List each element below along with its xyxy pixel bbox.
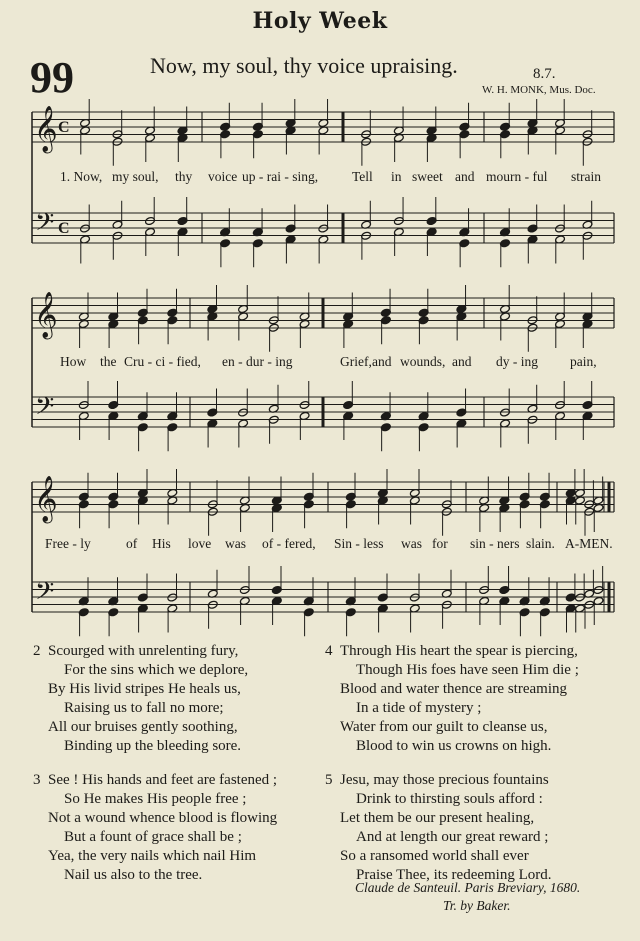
- lyric-syllable: pain,: [570, 354, 597, 369]
- lyric-syllable: Grief,: [340, 354, 372, 369]
- verse-line: Blood to win us crowns on high.: [356, 738, 552, 754]
- lyric-syllable: was: [225, 536, 246, 551]
- verse-line: Binding up the bleeding sore.: [64, 738, 242, 754]
- verse-number: 3: [33, 772, 41, 788]
- lyric-syllable: slain.: [526, 536, 555, 551]
- verse-line: Jesu, may those precious fountains: [340, 772, 549, 788]
- time-signature: C: [58, 119, 70, 136]
- lyric-syllable: 1. Now,: [60, 169, 103, 184]
- verse-line: Water from our guilt to cleanse us,: [340, 719, 548, 735]
- verse-line: Not a wound whence blood is flowing: [48, 810, 278, 826]
- lyric-syllable: thy: [175, 169, 193, 184]
- verse-line: So He makes His people free ;: [64, 791, 247, 807]
- lyric-syllable: for: [432, 536, 448, 551]
- lyric-syllable: Free - ly: [45, 536, 91, 551]
- lyric-syllable: up - rai - sing,: [242, 169, 319, 184]
- lyric-syllable: How: [60, 354, 87, 369]
- verse-line: So a ransomed world shall ever: [340, 848, 529, 864]
- section-heading: Holy Week: [252, 8, 388, 34]
- lyric-syllable: voice: [208, 169, 238, 184]
- bass-clef-icon: 𝄢: [35, 208, 55, 243]
- lyric-syllable: Cru - ci - fied,: [124, 354, 201, 369]
- lyric-syllable: was: [401, 536, 422, 551]
- lyric-syllable: Tell: [352, 169, 373, 184]
- verse-line: Let them be our present healing,: [340, 810, 535, 826]
- treble-clef-icon: 𝄞: [34, 292, 58, 338]
- verse-line: Blood and water thence are streaming: [340, 681, 567, 697]
- verse-line: Yea, the very nails which nail Him: [48, 848, 257, 864]
- verse-number: 4: [325, 643, 333, 659]
- verse-line: Drink to thirsting souls afford :: [356, 791, 543, 807]
- treble-clef-icon: 𝄞: [34, 476, 58, 522]
- lyric-syllable: Sin - less: [334, 536, 384, 551]
- lyric-syllable: in: [391, 169, 402, 184]
- lyric-syllable: love: [188, 536, 212, 551]
- lyric-syllable: strain: [571, 169, 601, 184]
- hymn-title: Now, my soul, thy voice upraising.: [150, 53, 458, 78]
- verse-line: Nail us also to the tree.: [64, 867, 203, 883]
- treble-clef-icon: 𝄞: [34, 106, 58, 152]
- composer-credit: W. H. MONK, Mus. Doc.: [482, 84, 596, 96]
- verse-line: In a tide of mystery ;: [356, 700, 482, 716]
- verse-line: All our bruises gently soothing,: [48, 719, 238, 735]
- verse-number: 5: [325, 772, 333, 788]
- lyric-syllable: my soul,: [112, 169, 159, 184]
- verse-line: See ! His hands and feet are fastened ;: [48, 772, 278, 788]
- lyric-syllable: of - fered,: [262, 536, 316, 551]
- verse-line: But a fount of grace shall be ;: [64, 829, 242, 845]
- lyric-syllable: and: [372, 354, 392, 369]
- verse-line: Though His foes have seen Him die ;: [356, 662, 579, 678]
- lyric-syllable: mourn - ful: [486, 169, 548, 184]
- time-signature: C: [58, 220, 70, 237]
- lyric-syllable: the: [100, 354, 117, 369]
- lyric-syllable: dy - ing: [496, 354, 538, 369]
- verse-line: Raising us to fall no more;: [64, 700, 224, 716]
- verse-line: Praise Thee, its redeeming Lord.: [356, 867, 552, 883]
- lyric-syllable: and: [455, 169, 475, 184]
- bass-clef-icon: 𝄢: [35, 577, 55, 612]
- lyric-syllable: and: [452, 354, 472, 369]
- lyric-syllable: His: [152, 536, 171, 551]
- bass-clef-icon: 𝄢: [35, 392, 55, 427]
- verse-number: 2: [33, 643, 41, 659]
- verse-line: For the sins which we deplore,: [64, 662, 249, 678]
- lyric-syllable: wounds,: [400, 354, 446, 369]
- verse-line: By His livid stripes He heals us,: [48, 681, 241, 697]
- lyric-syllable: of: [126, 536, 138, 551]
- lyric-syllable: sweet: [412, 169, 443, 184]
- author-credit: Claude de Santeuil. Paris Breviary, 1680.: [355, 880, 581, 895]
- verse-line: And at length our great reward ;: [356, 829, 549, 845]
- hymn-number: 99: [30, 53, 74, 102]
- verse-line: Scourged with unrelenting fury,: [48, 643, 239, 659]
- translator-credit: Tr. by Baker.: [443, 898, 511, 913]
- verse-line: Through His heart the spear is piercing,: [340, 643, 578, 659]
- lyric-syllable: sin - ners: [470, 536, 520, 551]
- lyric-syllable: en - dur - ing: [222, 354, 293, 369]
- lyric-syllable: A-MEN.: [565, 536, 613, 551]
- hymn-meter: 8.7.: [533, 66, 556, 82]
